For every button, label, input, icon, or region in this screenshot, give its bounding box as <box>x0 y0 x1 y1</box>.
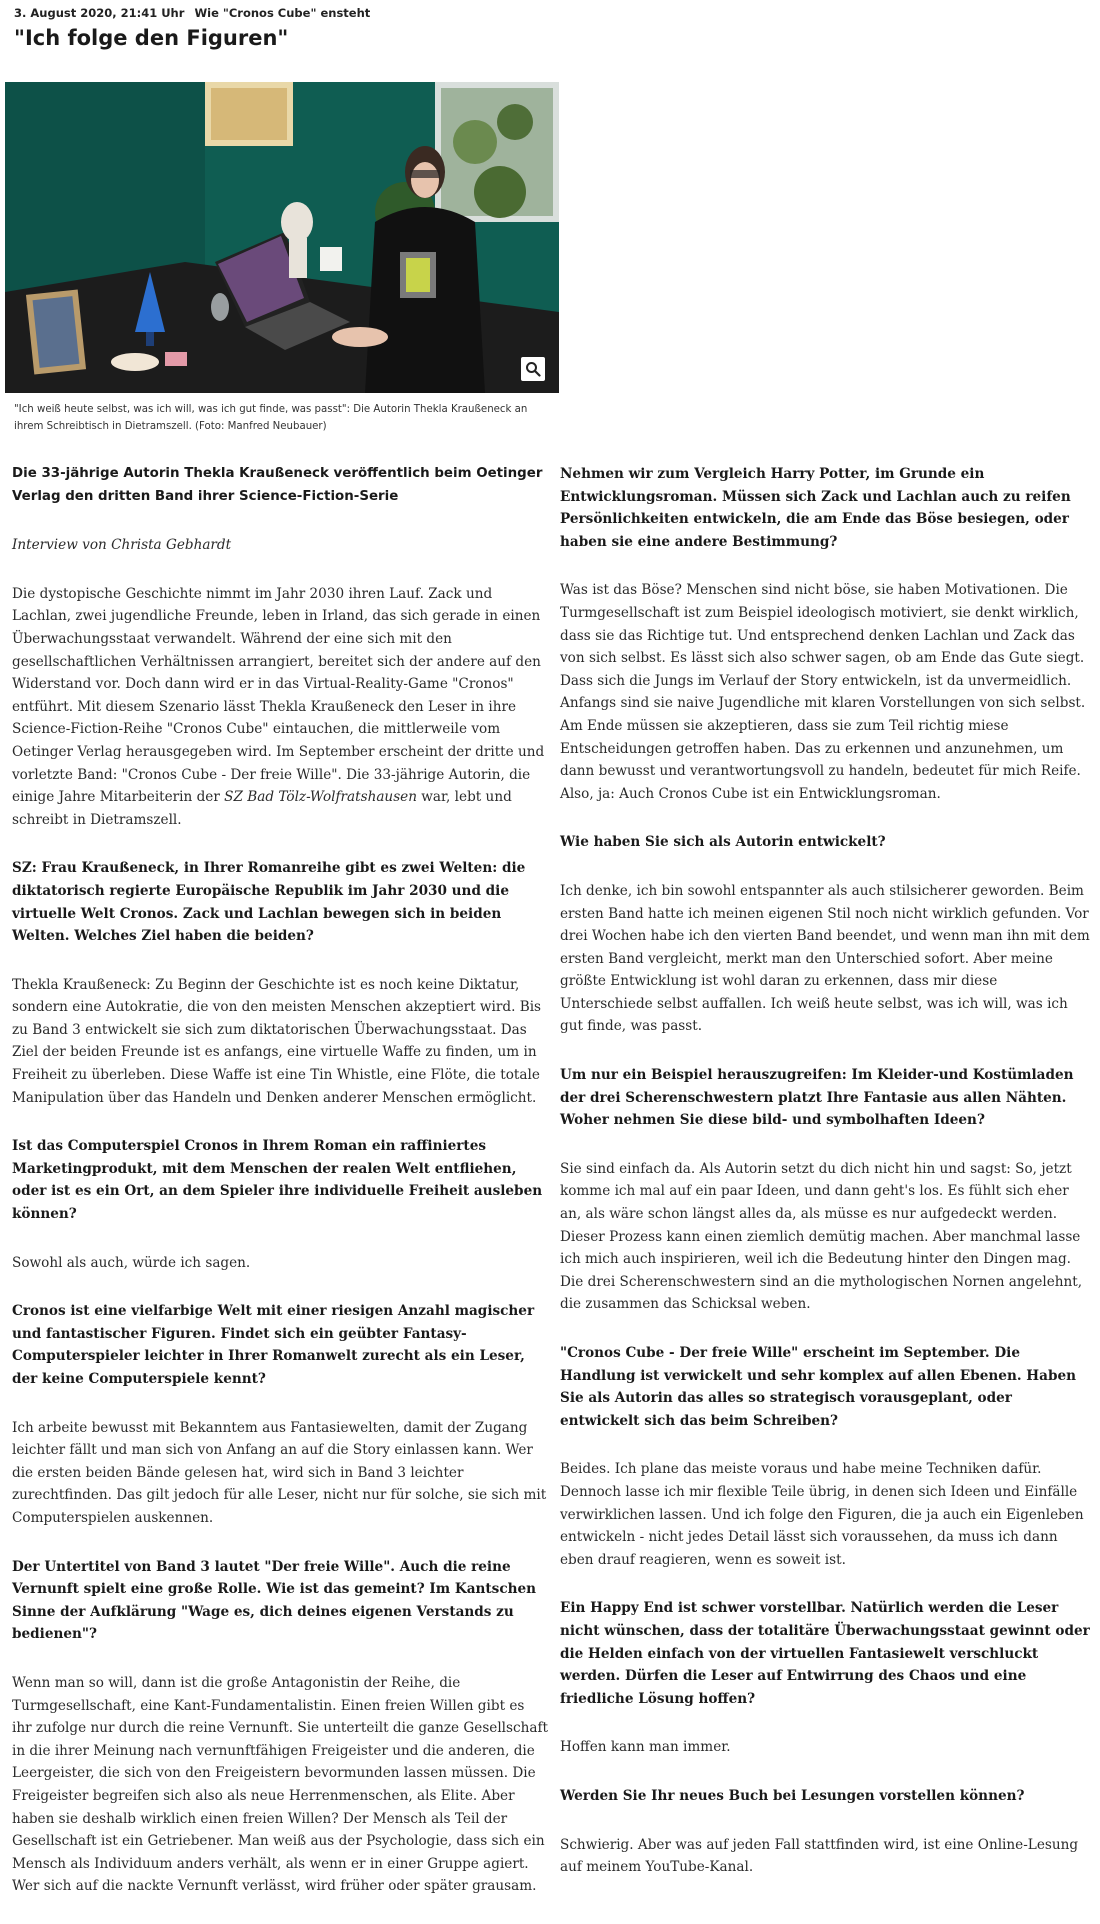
article-photo[interactable] <box>5 82 559 393</box>
answer-8: Beides. Ich plane das meiste voraus und habe meine Techniken dafür. Dennoch lasse ich mir flexible Teile übrig, in denen sich Ideen und Einfälle verwirklichen lassen. Und ich folge den Figuren, die ja auch ein Eigenleben entwickeln - nicht jedes Detail lässt sich voraussehen, da muss ich dann eben drauf reagieren, wenn es soweit ist. <box>560 1461 1084 1568</box>
question-10: Werden Sie Ihr neues Buch bei Lesungen vorstellen können? <box>560 1787 1025 1804</box>
article-column-left <box>12 463 548 1924</box>
answer-9: Hoffen kann man immer. <box>560 1739 731 1756</box>
article-meta <box>14 6 370 20</box>
question-9: Ein Happy End ist schwer vorstellbar. Natürlich werden die Leser nicht wünschen, dass der totalitäre Überwachungsstaat gewinnt oder die Helden einfach von der virtuellen Fantasiewelt verschluckt werden. Dürfen die Leser auf Entwirrung des Chaos und eine friedliche Lösung hoffen? <box>560 1600 1090 1707</box>
answer-5: Was ist das Böse? Menschen sind nicht böse, sie haben Motivationen. Die Turmgesellschaft ist zum Beispiel ideologisch motiviert, sie denkt wirklich, dass sie das Richtige tut. Und entsprechend denken Lachlan und Zack das von sich selbst. Es lässt sich also schwer sagen, ob am Ende das Gute siegt. Dass sich die Jungs im Verlauf der Story entwickeln, ist da unvermeidlich. Anfangs sind sie naive Jugendliche mit klaren Vorstellungen von sich selbst. Am Ende müssen sie akzeptieren, dass sie zum Teil richtig miese Entscheidungen getroffen haben. Das zu erkennen und anzunehmen, um dann bewusst und verantwortungsvoll zu handeln, bedeutet für mich Reife. Also, ja: Auch Cronos Cube ist ein Entwicklungsroman. <box>560 582 1086 802</box>
question-8: "Cronos Cube - Der freie Wille" erscheint im September. Die Handlung ist verwickelt und sehr komplex auf allen Ebenen. Haben Sie als Autorin das alles so strategisch vorausgeplant, oder entwickelt sich das beim Schreiben? <box>560 1345 1076 1429</box>
answer-7: Sie sind einfach da. Als Autorin setzt du dich nicht hin und sagst: So, jetzt komme ich mal auf ein paar Ideen, und dann geht's los. Es fühlt sich eher an, als wäre schon längst alles da, als müsse es nur aufgedeckt werden. Dieser Prozess kann einen ziemlich demütig machen. Aber manchmal lasse ich mich auch inspirieren, weil ich die Bedeutung hinter den Dingen mag. Die drei Scherenschwestern sind an die mythologischen Nornen angelehnt, die zusammen das Schicksal weben. <box>560 1160 1083 1313</box>
publish-date: 3. August 2020, 21:41 Uhr <box>14 6 185 20</box>
question-4: Der Untertitel von Band 3 lautet "Der freie Wille". Auch die reine Vernunft spielt eine große Rolle. Wie ist das gemeint? Im Kantschen Sinne der Aufklärung "Wage es, dich deines eigenen Verstands zu bedienen"? <box>12 1558 537 1643</box>
question-5: Nehmen wir zum Vergleich Harry Potter, im Grunde ein Entwicklungsroman. Müssen sich Zack und Lachlan auch zu reifen Persönlichkeiten entwickeln, die am Ende das Böse besiegen, oder haben sie eine andere Bestimmung? <box>560 466 1071 550</box>
article-column-right <box>560 463 1094 1905</box>
answer-6: Ich denke, ich bin sowohl entspannter als auch stilsicherer geworden. Beim ersten Band hatte ich meinen eigenen Stil noch nicht wirklich gefunden. Vor drei Wochen habe ich den vierten Band beendet, und wenn man ihn mit dem ersten Band vergleicht, merkt man den Unterschied sofort. Aber meine größte Entwicklung ist wohl daran zu erkennen, dass mir diese Unterschiede selbst auffallen. Ich weiß heute selbst, was ich will, was ich gut finde, was passt. <box>560 882 1090 1035</box>
answer-10: Schwierig. Aber was auf jeden Fall stattfinden wird, ist eine Online-Lesung auf meinem YouTube-Kanal. <box>560 1836 1079 1876</box>
newspaper-name: SZ Bad Tölz-Wolfratshausen <box>224 789 417 806</box>
question-6: Wie haben Sie sich als Autorin entwickelt? <box>560 834 886 851</box>
answer-4: Wenn man so will, dann ist die große Antagonistin der Reihe, die Turmgesellschaft, eine Kant-Fundamentalistin. Einen freien Willen gibt es ihr zufolge nur durch die reine Vernunft. Sie unterteilt die ganze Gesellschaft in die ihrer Meinung nach vernunftfähigen Freigeister und die anderen, die Leergeister, die sich von den Freigeistern bevormunden lassen müssen. Die Freigeister begreifen sich also als neue Herrenmenschen, als Elite. Aber haben sie deshalb wirklich einen freien Willen? Der Mensch als Teil der Gesellschaft ist ein Getriebener. Man weiß aus der Psychologie, dass sich ein Mensch als Individuum anders verhält, als wenn er in einer Gruppe agiert. Wer sich auf die nackte Vernunft verlässt, wird früher oder später grausam. <box>12 1674 548 1895</box>
question-3: Cronos ist eine vielfarbige Welt mit einer riesigen Anzahl magischer und fantastischer Figuren. Findet sich ein geübter Fantasy-Computerspieler leichter in Ihrer Romanwelt zurecht als ein Leser, der keine Computerspiele kennt? <box>12 1303 535 1387</box>
article-kicker: Wie "Cronos Cube" ensteht <box>194 6 371 20</box>
zoom-button[interactable] <box>521 357 545 381</box>
article-lead: Die 33-jährige Autorin Thekla Kraußeneck veröffentlich beim Oetinger Verlag den dritten Band ihrer Science-Fiction-Serie <box>12 466 543 504</box>
magnifier-icon <box>525 361 541 377</box>
article-title: "Ich folge den Figuren" <box>14 26 289 50</box>
question-1: SZ: Frau Kraußeneck, in Ihrer Romanreihe gibt es zwei Welten: die diktatorisch regierte Europäische Republik im Jahr 2030 und die virtuelle Welt Cronos. Zack und Lachlan bewegen sich in beiden Welten. Welches Ziel haben die beiden? <box>12 860 526 945</box>
photo-illustration <box>5 82 559 393</box>
article-author: Interview von Christa Gebhardt <box>12 537 232 554</box>
photo-caption: "Ich weiß heute selbst, was ich will, was ich gut finde, was passt": Die Autorin Thekla Kraußeneck an ihrem Schreibtisch in Dietramszell. (Foto: Manfred Neubauer) <box>14 404 528 432</box>
answer-3: Ich arbeite bewusst mit Bekanntem aus Fantasiewelten, damit der Zugang leichter fällt und man sich von Anfang an auf die Story einlassen kann. Wer die ersten beiden Bände gelesen hat, wird sich in Band 3 leichter zurechtfinden. Das gilt jedoch für alle Leser, nicht nur für solche, sie sich mit Computerspielen auskennen. <box>12 1419 547 1526</box>
answer-1: Thekla Kraußeneck: Zu Beginn der Geschichte ist es noch keine Diktatur, sondern eine Autokratie, die von den meisten Menschen akzeptiert wird. Bis zu Band 3 entwickelt sie sich zum diktatorischen Überwachungsstaat. Das Ziel der beiden Freunde ist es anfangs, eine virtuelle Waffe zu finden, um in Freiheit zu überleben. Diese Waffe ist eine Tin Whistle, eine Flöte, die totale Manipulation über das Handeln und Denken anderer Menschen ermöglicht. <box>12 976 542 1106</box>
question-2: Ist das Computerspiel Cronos in Ihrem Roman ein raffiniertes Marketingprodukt, mit dem Menschen der realen Welt entfliehen, oder ist es ein Ort, an dem Spieler ihre individuelle Freiheit ausleben können? <box>12 1138 543 1223</box>
question-7: Um nur ein Beispiel herauszugreifen: Im Kleider-und Kostümladen der drei Scherenschwestern platzt Ihre Fantasie aus allen Nähten. Woher nehmen Sie diese bild- und symbolhaften Ideen? <box>560 1067 1074 1129</box>
intro-paragraph: Die dystopische Geschichte nimmt im Jahr 2030 ihren Lauf. Zack und Lachlan, zwei jugendliche Freunde, leben in Irland, das sich gerade in einen Überwachungsstaat verwandelt. Während der eine sich mit den gesellschaftlichen Verhältnissen arrangiert, bereitet sich der andere auf den Widerstand vor. Doch dann wird er in das Virtual-Reality-Game "Cronos" entführt. Mit diesem Szenario lässt Thekla Kraußeneck den Leser in ihre Science-Fiction-Reihe "Cronos Cube" eintauchen, die mittlerweile vom Oetinger Verlag herausgegeben wird. Im September erscheint der dritte und vorletzte Band: "Cronos Cube - Der freie Wille". Die 33-jährige Autorin, die einige Jahre Mitarbeiterin der SZ Bad Tölz-Wolfratshausen war, lebt und schreibt in Dietramszell. <box>12 585 545 828</box>
answer-2: Sowohl als auch, würde ich sagen. <box>12 1254 251 1271</box>
